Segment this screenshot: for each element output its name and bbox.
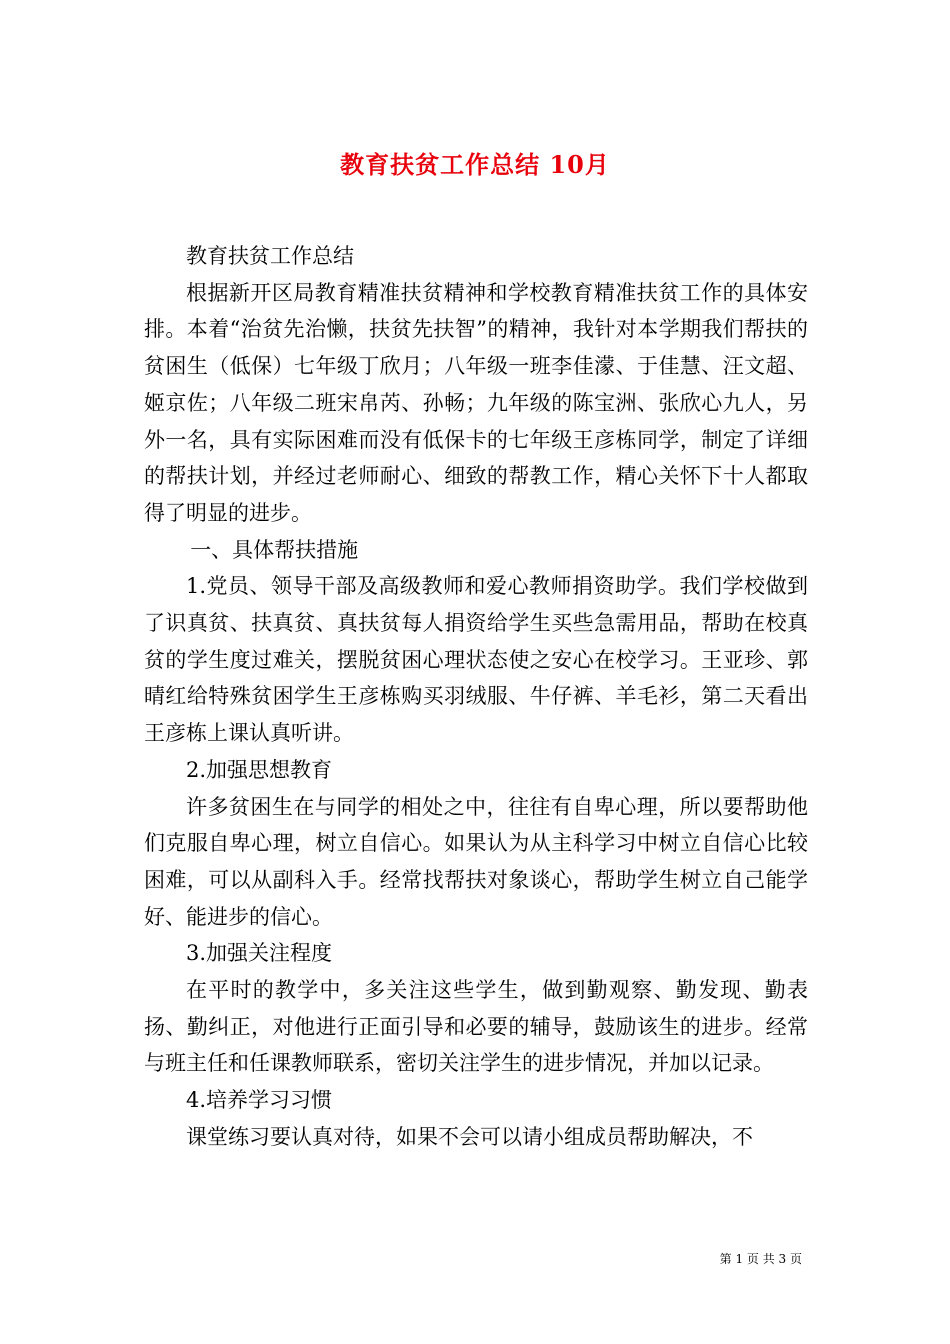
measure-3-heading: 3.加强关注程度 [186,941,333,966]
measure-4-heading: 4.培养学习习惯 [186,1088,333,1113]
measure-1-paragraph: 1.党员、领导干部及高级教师和爱心教师捐资助学。我们学校做到了识真贫、扶真贫、真扶贫每人捐资给学生买些急需用品，帮助在校真贫的学生度过难关，摆脱贫困心理状态使之安心在校学习。王亚珍、郭晴红给特殊贫困学生王彦栋购买羽绒服、牛仔裤、羊毛衫，第二天看出王彦栋上课认真听讲。 [144,574,808,746]
intro-paragraph: 根据新开区局教育精准扶贫精神和学校教育精准扶贫工作的具体安排。本着“治贫先治懒，扶贫先扶智”的精神，我针对本学期我们帮扶的贫困生（低保）七年级丁欣月；八年级一班李佳濛、于佳慧、汪文超、姬京佐；八年级二班宋帛芮、孙畅；九年级的陈宝洲、张欣心九人，另外一名，具有实际困难而没有低保卡的七年级王彦栋同学，制定了详细的帮扶计划，并经过老师耐心、细致的帮教工作，精心关怀下十人都取得了明显的进步。 [144,280,808,525]
measure-2-heading: 2.加强思想教育 [186,757,333,782]
measure-2-paragraph: 许多贫困生在与同学的相处之中，往往有自卑心理，所以要帮助他们克服自卑心理，树立自信心。如果认为从主科学习中树立自信心比较困难，可以从副科入手。经常找帮扶对象谈心，帮助学生树立自己能学好、能进步的信心。 [144,794,808,929]
page-number: 第 1 页 共 3 页 [719,1252,802,1266]
section-title: 教育扶贫工作总结 [186,244,354,268]
section-heading-measures: 一、具体帮扶措施 [190,537,359,562]
document-body [144,238,808,1156]
document-title: 教育扶贫工作总结 10月 [340,150,610,180]
measure-3-paragraph: 在平时的教学中，多关注这些学生，做到勤观察、勤发现、勤表扬、勤纠正，对他进行正面引导和必要的辅导，鼓励该生的进步。经常与班主任和任课教师联系，密切关注学生的进步情况，并加以记录。 [144,978,808,1076]
measure-4-paragraph: 课堂练习要认真对待，如果不会可以请小组成员帮助解决，不 [186,1124,753,1149]
